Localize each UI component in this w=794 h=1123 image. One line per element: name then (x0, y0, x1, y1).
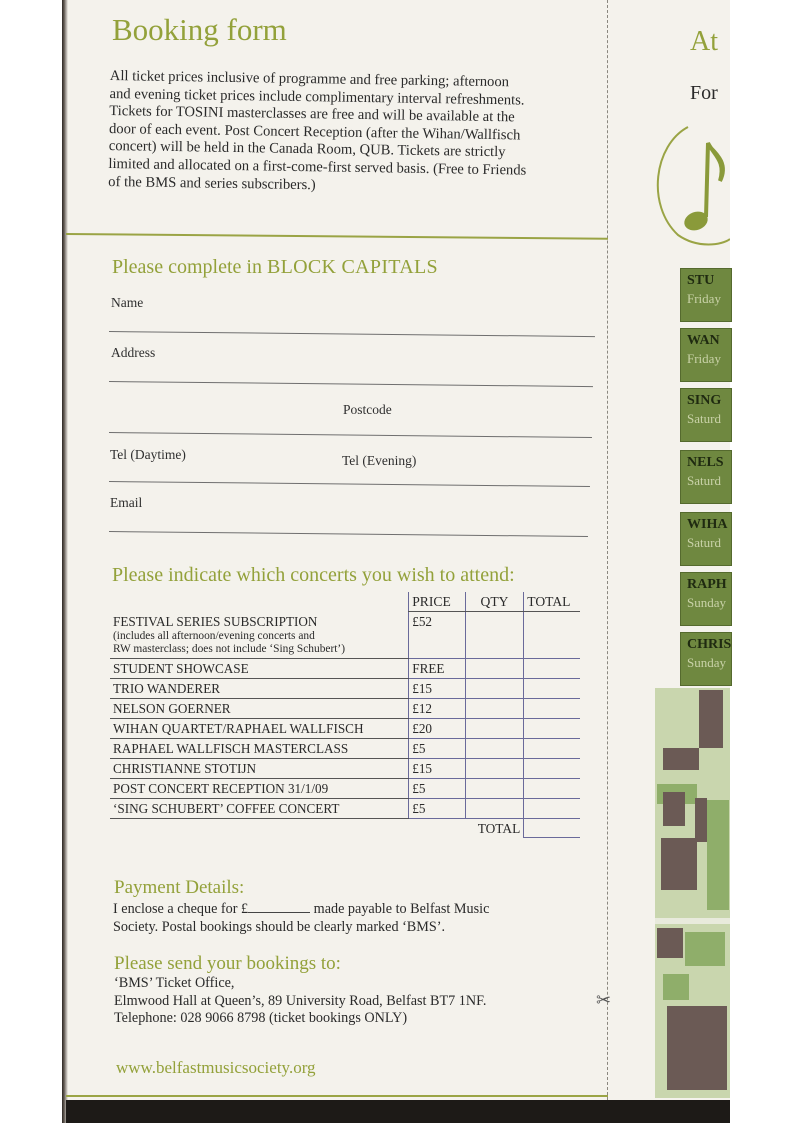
table-row (110, 698, 580, 718)
intro-text (108, 68, 606, 199)
total-cell[interactable] (524, 678, 580, 698)
payment-line: I enclose a cheque for £ (113, 901, 249, 917)
event-tile: RAPH Sunday (680, 572, 732, 626)
price-cell: £15 (409, 758, 465, 778)
qty-input[interactable] (465, 658, 524, 678)
intro-line: limited and allocated on a first-come-first served basis. (Free to Friends (108, 155, 527, 179)
address-line: ‘BMS’ Ticket Office, (114, 975, 235, 991)
table-row (110, 612, 580, 659)
address-line: Telephone: 028 9066 8798 (ticket bookings ONLY) (114, 1010, 408, 1026)
qty-input[interactable] (465, 758, 524, 778)
event-tile: STU Friday (680, 268, 732, 322)
details-heading: Please complete in BLOCK CAPITALS (112, 256, 438, 278)
event-tile: WIHA Saturd (680, 512, 732, 566)
intro-line: of the BMS and series subscribers.) (108, 173, 316, 193)
email-label: Email (110, 495, 143, 510)
total-cell[interactable] (524, 778, 580, 798)
intro-line: Tickets for TOSINI masterclasses are free and will be available at the (109, 103, 515, 126)
send-address (114, 975, 486, 1028)
fold-line (607, 0, 608, 1100)
qty-input[interactable] (465, 738, 524, 758)
table-row (110, 718, 580, 738)
price-cell: £15 (409, 678, 465, 698)
qty-input[interactable] (465, 698, 524, 718)
concerts-heading: Please indicate which concerts you wish to attend: (112, 564, 515, 586)
tel-daytime-label: Tel (Daytime) (110, 447, 186, 462)
table-row (110, 658, 580, 678)
subscription-note: (includes all afternoon/evening concerts and (113, 629, 315, 642)
intro-line: and evening ticket prices include complimentary interval refreshments. (109, 85, 525, 109)
background-bottom (66, 1100, 730, 1123)
concert-name: POST CONCERT RECEPTION 31/1/09 (110, 778, 409, 798)
price-column-header: PRICE (409, 592, 465, 612)
qty-input[interactable] (465, 678, 524, 698)
qty-column-header: QTY (465, 592, 524, 612)
qty-input[interactable] (465, 612, 524, 659)
table-row (110, 798, 580, 818)
concert-order-table (110, 592, 580, 838)
grand-total-row (110, 818, 580, 838)
total-cell[interactable] (524, 718, 580, 738)
payment-text (113, 900, 489, 936)
location-map (655, 688, 730, 1098)
postcode-label: Postcode (343, 402, 392, 417)
total-cell[interactable] (524, 658, 580, 678)
music-note-icon (648, 125, 730, 255)
payment-line: Society. Postal bookings should be clearly marked ‘BMS’. (113, 918, 446, 935)
qty-input[interactable] (465, 718, 524, 738)
cheque-amount-field[interactable] (248, 900, 310, 913)
concert-name: NELSON GOERNER (110, 698, 409, 718)
intro-line: All ticket prices inclusive of programme and free parking; afternoon (109, 68, 510, 91)
table-row (110, 738, 580, 758)
right-panel-title: At (690, 26, 718, 57)
concert-name: ‘SING SCHUBERT’ COFFEE CONCERT (110, 798, 409, 818)
intro-line: door of each event. Post Concert Reception (after the Wihan/Wallfisch (108, 120, 521, 144)
table-header-row (110, 592, 580, 612)
price-cell: £20 (409, 718, 465, 738)
right-panel-subtitle: For (690, 82, 718, 104)
price-cell: £5 (409, 738, 465, 758)
concert-name: TRIO WANDERER (110, 678, 409, 698)
leaflet-edge-shadow (62, 0, 68, 1123)
event-tile: SING Saturd (680, 388, 732, 442)
price-cell: £12 (409, 698, 465, 718)
background-left (0, 0, 64, 1123)
table-row (110, 778, 580, 798)
tel-evening-label: Tel (Evening) (342, 453, 417, 468)
event-tile: CHRIS Sunday (680, 632, 732, 686)
table-row (110, 678, 580, 698)
concert-name: STUDENT SHOWCASE (110, 658, 409, 678)
total-cell[interactable] (524, 798, 580, 818)
block-capitals-text: BLOCK CAPITALS (266, 256, 438, 278)
event-tile: NELS Saturd (680, 450, 732, 504)
bottom-divider (66, 1095, 608, 1097)
payment-line: made payable to Belfast Music (310, 901, 490, 917)
total-cell[interactable] (524, 738, 580, 758)
total-cell[interactable] (524, 758, 580, 778)
send-heading: Please send your bookings to: (114, 953, 341, 974)
concert-name: RAPHAEL WALLFISCH MASTERCLASS (110, 738, 409, 758)
event-tile: WAN Friday (680, 328, 732, 382)
payment-heading: Payment Details: (114, 877, 245, 898)
subscription-name: FESTIVAL SERIES SUBSCRIPTION (113, 613, 318, 629)
concert-name: CHRISTIANNE STOTIJN (110, 758, 409, 778)
total-cell[interactable] (524, 698, 580, 718)
address-line: Elmwood Hall at Queen’s, 89 University Road, Belfast BT7 1NF. (114, 992, 487, 1009)
total-cell[interactable] (524, 612, 580, 659)
qty-input[interactable] (465, 798, 524, 818)
qty-input[interactable] (465, 778, 524, 798)
concert-name: WIHAN QUARTET/RAPHAEL WALLFISCH (110, 718, 409, 738)
price-cell: FREE (409, 658, 465, 678)
grand-total-field[interactable] (524, 818, 580, 838)
intro-line: concert) will be held in the Canada Room, QUB. Tickets are strictly (108, 138, 506, 161)
price-cell: £52 (409, 612, 465, 659)
grand-total-label: TOTAL (465, 818, 524, 838)
subscription-note: RW masterclass; does not include ‘Sing Schubert’) (113, 643, 345, 655)
price-cell: £5 (409, 778, 465, 798)
address-label: Address (111, 345, 156, 360)
table-row (110, 758, 580, 778)
website-link[interactable]: www.belfastmusicsociety.org (116, 1058, 316, 1077)
map-graphic (655, 688, 730, 1098)
price-cell: £5 (409, 798, 465, 818)
scissors-icon: ✂ (596, 990, 612, 1010)
name-label: Name (111, 295, 144, 310)
total-column-header: TOTAL (524, 592, 580, 612)
form-title: Booking form (112, 12, 287, 47)
